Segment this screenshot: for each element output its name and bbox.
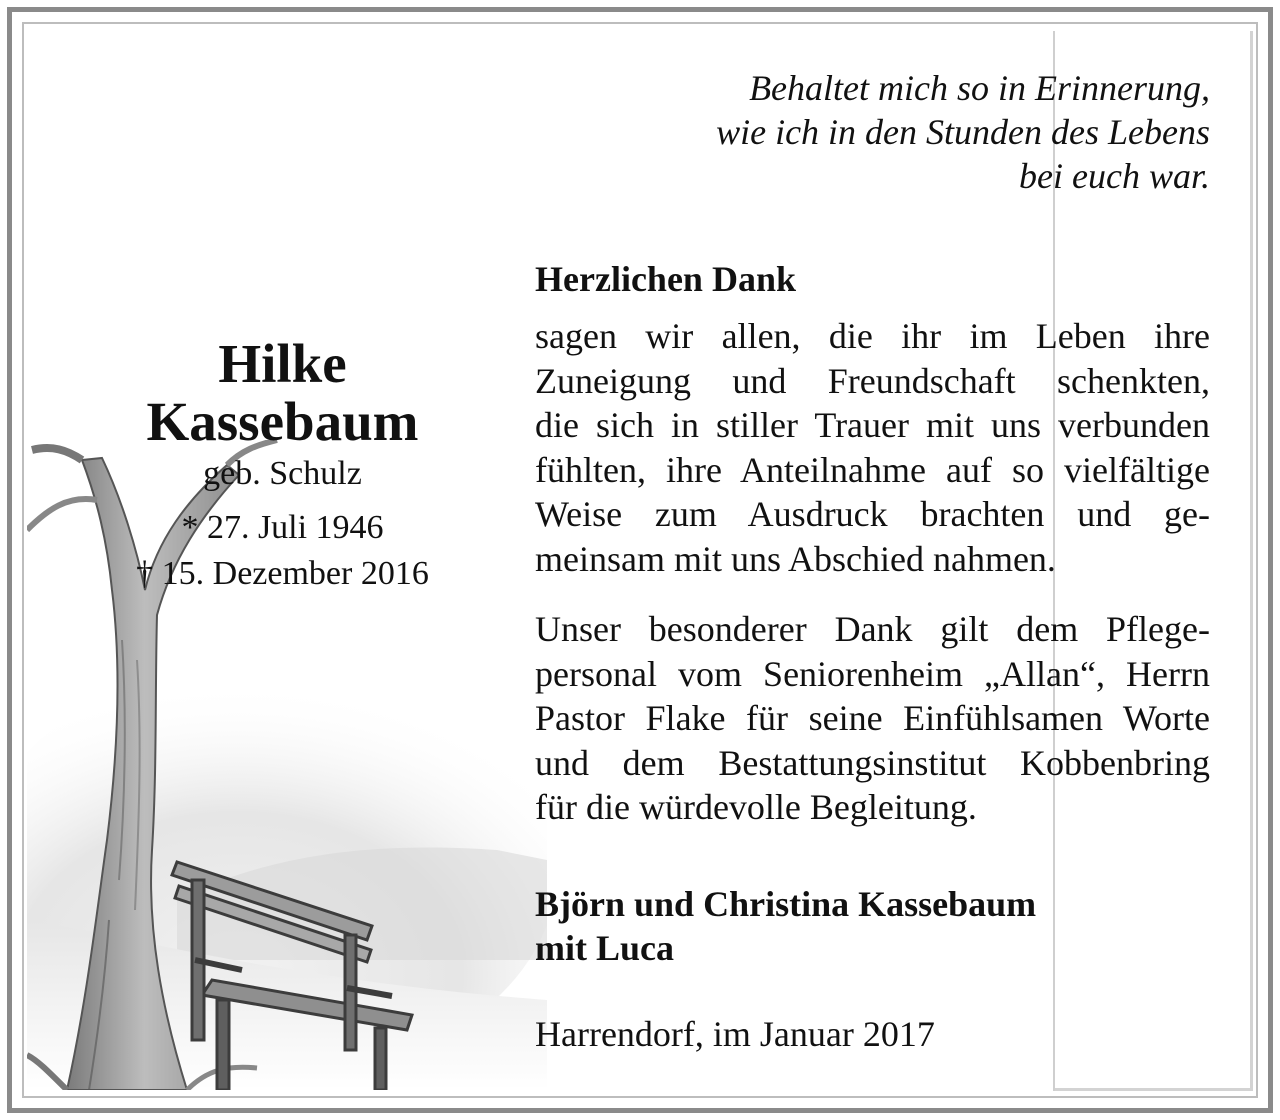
text-line: personal vom Seniorenheim „Allan“, Herrn: [535, 653, 1210, 694]
death-date: † 15. Dezember 2016: [136, 555, 429, 592]
signature-line-1: Björn und Christina Kassebaum: [535, 883, 1037, 924]
signature: [535, 882, 1210, 970]
text-line: Weise zum Ausdruck brachten und ge-: [535, 494, 1210, 534]
text-line: Pastor Flake für seine Einfühlsamen Worte: [535, 698, 1210, 738]
motto-line: Behaltet mich so in Erinnerung,: [749, 68, 1210, 108]
thanks-text-column: [535, 257, 1210, 1056]
text-line: und dem Bestattungsinstitut Kobbenbring: [535, 742, 1210, 783]
thanks-heading: Herzlichen Dank: [535, 259, 796, 299]
text-line: die sich in stiller Trauer mit uns verbunden: [535, 405, 1210, 445]
birth-date: * 27. Juli 1946: [181, 509, 384, 546]
last-name: Kassebaum: [146, 391, 419, 452]
text-line: Unser besonderer Dank gilt dem Pflege-: [535, 609, 1210, 649]
text-line: fühlten, ihre Anteilnahme auf so vielfältige: [535, 449, 1210, 490]
thanks-paragraph-2: [535, 607, 1210, 830]
motto-line: wie ich in den Stunden des Lebens: [716, 112, 1210, 152]
text-line: meinsam mit uns Abschied nahmen.: [535, 538, 1056, 579]
signature-line-2: mit Luca: [535, 927, 674, 968]
first-name: Hilke: [218, 333, 347, 394]
text-line: für die würdevolle Begleitung.: [535, 787, 977, 827]
deceased-name-block: [90, 335, 475, 597]
motto-line: bei euch war.: [1019, 156, 1210, 196]
text-line: sagen wir allen, die ihr im Leben ihre: [535, 316, 1210, 356]
place-and-date: Harrendorf, im Januar 2017: [535, 1013, 935, 1054]
motto-quote: [590, 66, 1210, 198]
thanks-paragraph-1: [535, 314, 1210, 581]
text-line: Zuneigung und Freundschaft schenkten,: [535, 360, 1210, 401]
maiden-name: geb. Schulz: [203, 455, 362, 492]
